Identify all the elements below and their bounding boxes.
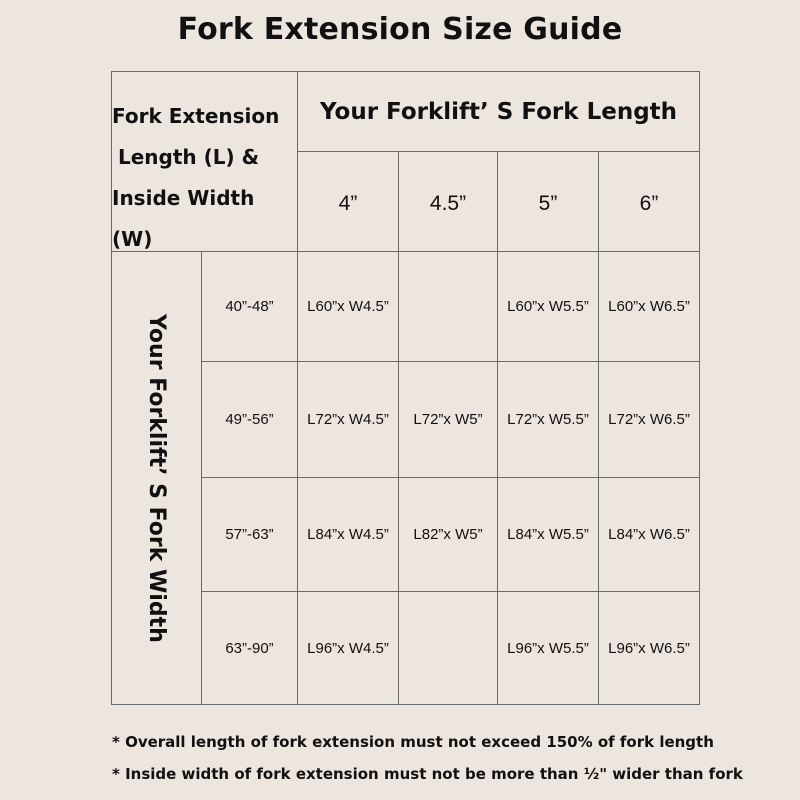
column-group-header: Your Forklift’ S Fork Length xyxy=(319,98,678,125)
table-cell: L72”x W5.5” xyxy=(507,411,589,428)
table-cell xyxy=(399,252,497,361)
corner-label-line: Fork Extension xyxy=(112,104,280,128)
footnote: * Overall length of fork extension must not exceed 150% of fork length xyxy=(112,733,714,751)
table-cell: L82”x W5” xyxy=(413,526,483,543)
table-border-right xyxy=(699,71,700,705)
footnote: * Inside width of fork extension must not be more than ½" wider than fork xyxy=(112,765,743,783)
table-cell: L84”x W5.5” xyxy=(507,526,589,543)
table-cell: L96”x W5.5” xyxy=(507,639,589,657)
page-title: Fork Extension Size Guide xyxy=(177,12,623,47)
table-cell xyxy=(399,592,497,704)
table-cell: L96”x W6.5” xyxy=(608,639,690,657)
column-header: 4.5” xyxy=(429,191,467,215)
column-header: 5” xyxy=(538,191,558,215)
table-cell: L96”x W4.5” xyxy=(307,639,389,657)
corner-label-line: Length (L) & xyxy=(118,145,260,169)
row-range: 57”-63” xyxy=(225,526,274,543)
table-cell: L72”x W4.5” xyxy=(307,411,389,428)
table-cell: L60”x W6.5” xyxy=(608,298,690,315)
column-header: 6” xyxy=(639,191,659,215)
table-cell: L60”x W5.5” xyxy=(507,298,589,315)
table-cell: L60”x W4.5” xyxy=(307,298,389,315)
row-range: 49”-56” xyxy=(225,411,274,428)
row-group-header xyxy=(112,252,201,705)
column-header: 4” xyxy=(338,191,358,215)
table-cell: L84”x W4.5” xyxy=(307,526,389,543)
row-range: 40”-48” xyxy=(225,298,274,315)
row-range: 63”-90” xyxy=(225,639,274,657)
table-cell: L72”x W6.5” xyxy=(608,411,690,428)
table-cell: L72”x W5” xyxy=(413,411,483,428)
row-group-label: Your Forklift’ S Fork Width xyxy=(144,314,169,643)
table-cell: L84”x W6.5” xyxy=(608,526,690,543)
corner-label-line: Inside Width (W) xyxy=(112,186,255,251)
corner-label xyxy=(112,96,298,260)
